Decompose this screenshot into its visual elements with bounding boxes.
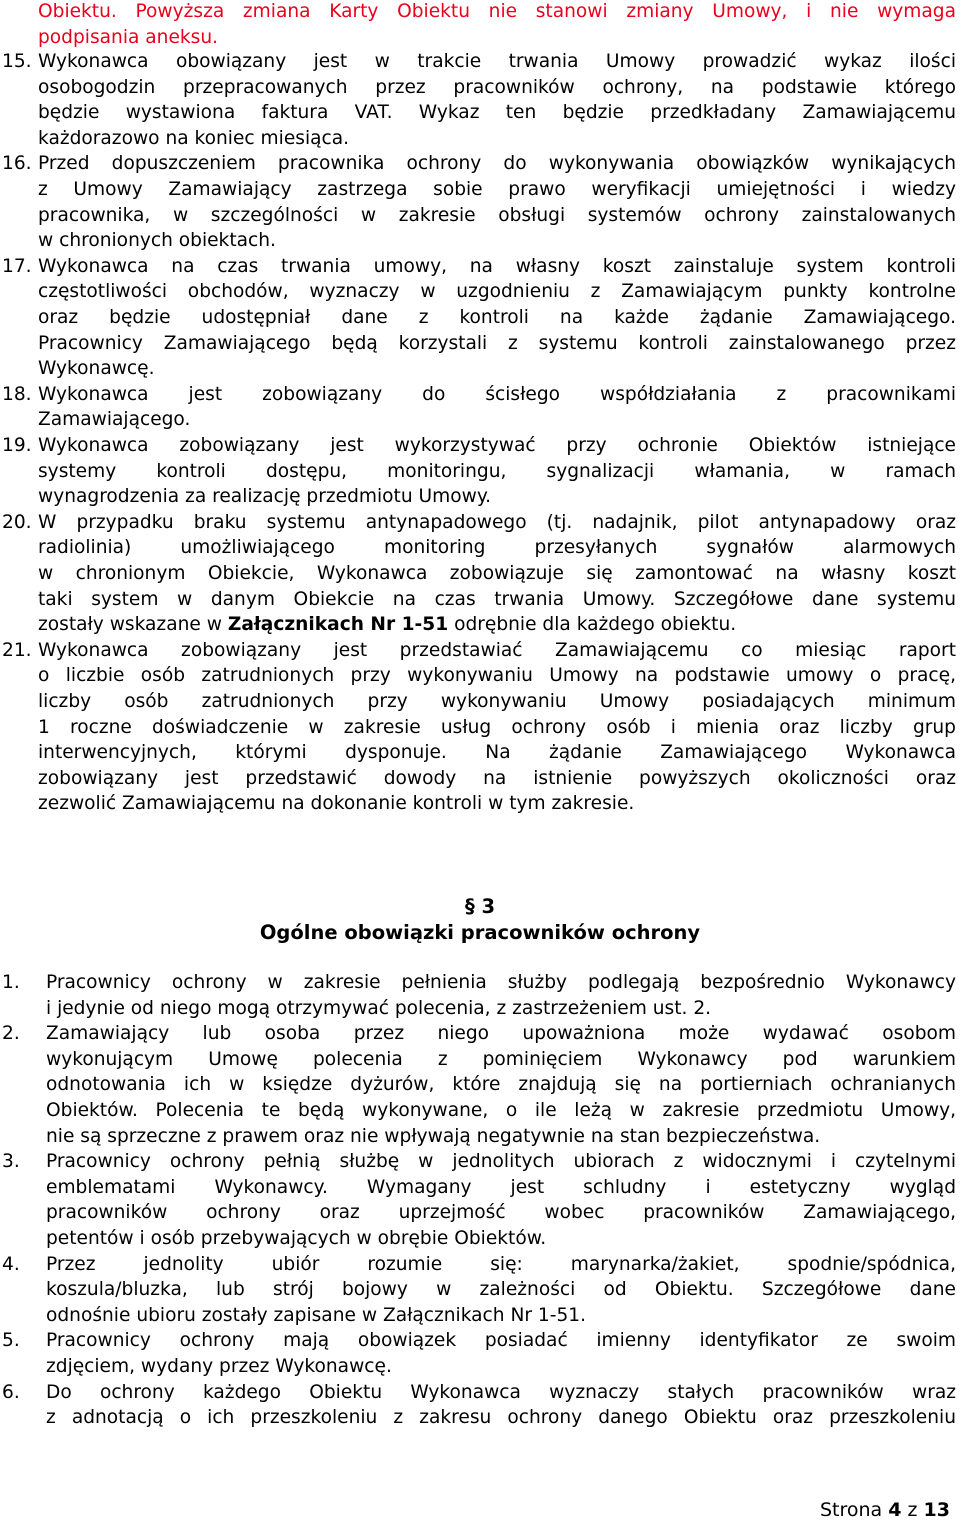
page-separator: z [907, 1499, 918, 1521]
text-line: Obiektu. Powyższa zmiana Karty Obiektu nie stanowi zmiany Umowy, i nie wymaga [38, 1, 956, 22]
text-line: odnośnie ubioru zostały zapisane w Załącznikach Nr 1-51. [46, 1304, 587, 1326]
item-number: 5. [2, 1330, 20, 1352]
item-number: 6. [2, 1381, 20, 1403]
text-line: zobowiązany jest przedstawić dowody na istnienie powyższych okoliczności oraz [38, 767, 956, 789]
text-line: Pracownicy ochrony w zakresie pełnienia służby podlegają bezpośrednio Wykonawcy [46, 972, 956, 993]
section-symbol: § 3 [464, 895, 496, 918]
text-line: podpisania aneksu. [38, 26, 219, 48]
text-line: taki system w danym Obiekcie na czas trwania Umowy. Szczegółowe dane systemu [38, 588, 956, 610]
text-line: będzie wystawiona faktura VAT. Wykaz ten będzie przedkładany Zamawiającemu [38, 102, 956, 124]
section-title: Ogólne obowiązki pracowników ochrony [259, 921, 701, 944]
text-line: 1 roczne doświadczenie w zakresie usług ochrony osób i mienia oraz liczby grup [38, 716, 956, 738]
text-line: z Umowy Zamawiający zastrzega sobie prawo weryfikacji umiejętności i wiedzy [38, 179, 956, 200]
text-line: Zamawiającego. [38, 409, 191, 431]
item-number: 21. [2, 639, 32, 661]
text-line [38, 612, 956, 638]
text-line: Pracownicy ochrony mają obowiązek posiadać imienny identyfikator ze swoim [46, 1330, 956, 1352]
text-line: Wykonawca zobowiązany jest wykorzystywać przy ochronie Obiektów istniejące [38, 435, 956, 456]
text-segment: odrębnie dla każdego obiektu. [448, 614, 737, 636]
text-line: wykonującym Umowę polecenia z pominięciem Wykonawcy pod warunkiem [46, 1048, 956, 1070]
text-line: radiolinia) umożliwiającego monitoring przesyłanych sygnałów alarmowych [38, 537, 956, 559]
text-line: zdjęciem, wydany przez Wykonawcę. [46, 1356, 392, 1377]
text-line: częstotliwości obchodów, wyznaczy w uzgodnieniu z Zamawiającym punkty kontrolne [38, 281, 956, 303]
item-number: 16. [2, 153, 32, 175]
text-line: wynagrodzenia za realizację przedmiotu Umowy. [38, 486, 492, 508]
item-number: 4. [2, 1253, 20, 1275]
item-number: 20. [2, 511, 32, 533]
text-line: o liczbie osób zatrudnionych przy wykonywaniu Umowy na podstawie umowy o pracę, [38, 665, 956, 687]
text-line: pracowników ochrony oraz uprzejmość wobec pracowników Zamawiającego, [46, 1202, 956, 1224]
text-line: i jedynie od niego mogą otrzymywać polecenia, z zastrzeżeniem ust. 2. [46, 997, 712, 1019]
text-line: nie są sprzeczne z prawem oraz nie wpływają negatywnie na stan bezpieczeństwa. [46, 1125, 821, 1147]
text-line: Pracownicy Zamawiającego będą korzystali z systemu kontroli zainstalowanego przez [38, 332, 956, 354]
text-line: Zamawiający lub osoba przez niego upoważniona może wydawać osobom [46, 1023, 956, 1045]
item-number: 3. [2, 1151, 20, 1173]
text-line: z adnotacją o ich przeszkoleniu z zakresu ochrony danego Obiektu oraz przeszkoleniu [46, 1407, 956, 1429]
text-line: zezwolić Zamawiającemu na dokonanie kontroli w tym zakresie. [38, 793, 635, 815]
item-number: 19. [2, 435, 32, 456]
text-line: Przed dopuszczeniem pracownika ochrony do wykonywania obowiązków wynikających [38, 153, 956, 175]
text-line: odnotowania ich w księdze dyżurów, które znajdują się na portierniach ochranianych [46, 1074, 956, 1096]
text-line: emblematami Wykonawcy. Wymagany jest schludny i estetyczny wygląd [46, 1176, 956, 1198]
text-line: w chronionych obiektach. [38, 230, 276, 252]
text-line: Wykonawca obowiązany jest w trakcie trwania Umowy prowadzić wykaz ilości [38, 51, 956, 72]
text-line: koszula/bluzka, lub strój bojowy w zależności od Obiektu. Szczegółowe dane [46, 1279, 956, 1301]
text-line: W przypadku braku systemu antynapadowego (tj. nadajnik, pilot antynapadowy oraz [38, 511, 956, 533]
text-line: Do ochrony każdego Obiektu Wykonawca wyznaczy stałych pracowników wraz [46, 1381, 956, 1403]
page-label: Strona [819, 1499, 883, 1521]
text-line: interwencyjnych, którymi dysponuje. Na żądanie Zamawiającego Wykonawca [38, 742, 956, 764]
text-line: Wykonawca zobowiązany jest przedstawiać Zamawiającemu co miesiąc raport [38, 639, 956, 661]
item-number: 15. [2, 51, 32, 72]
text-line: petentów i osób przebywających w obrębie Obiektów. [46, 1228, 547, 1249]
text-line: pracownika, w szczególności w zakresie obsługi systemów ochrony zainstalowanych [38, 204, 956, 226]
item-number: 18. [2, 383, 32, 405]
text-line: systemy kontroli dostępu, monitoringu, sygnalizacji włamania, w ramach [38, 460, 956, 482]
item-number: 1. [2, 972, 20, 993]
page-total: 13 [923, 1499, 950, 1521]
text-line: Wykonawca na czas trwania umowy, na własny koszt zainstaluje system kontroli [38, 255, 956, 277]
page-footer [820, 1497, 950, 1523]
text-line: liczby osób zatrudnionych przy wykonywaniu Umowy posiadających minimum [38, 691, 956, 712]
text-line: Pracownicy ochrony pełnią służbę w jednolitych ubiorach z widocznymi i czytelnymi [46, 1151, 956, 1173]
page-number: 4 [888, 1499, 902, 1521]
text-line: Wykonawcę. [38, 358, 155, 380]
text-line: osobogodzin przepracowanych przez pracowników ochrony, na podstawie którego [38, 76, 956, 98]
text-line: w chronionym Obiekcie, Wykonawca zobowiązuje się zamontować na własny koszt [38, 563, 956, 584]
text-line: Obiektów. Polecenia te będą wykonywane, o ile leżą w zakresie przedmiotu Umowy, [46, 1100, 956, 1121]
text-line: oraz będzie udostępniał dane z kontroli na każde żądanie Zamawiającego. [38, 307, 956, 328]
text-line: Przez jednolity ubiór rozumie się: marynarka/żakiet, spodnie/spódnica, [46, 1253, 956, 1275]
bold-reference: Załącznikach Nr 1-51 [227, 614, 449, 636]
item-number: 17. [2, 255, 32, 277]
item-number: 2. [2, 1023, 20, 1045]
text-line: Wykonawca jest zobowiązany do ścisłego współdziałania z pracownikami [38, 383, 956, 405]
text-line: każdorazowo na koniec miesiąca. [38, 127, 350, 149]
text-segment: zostały wskazane w [38, 614, 228, 636]
